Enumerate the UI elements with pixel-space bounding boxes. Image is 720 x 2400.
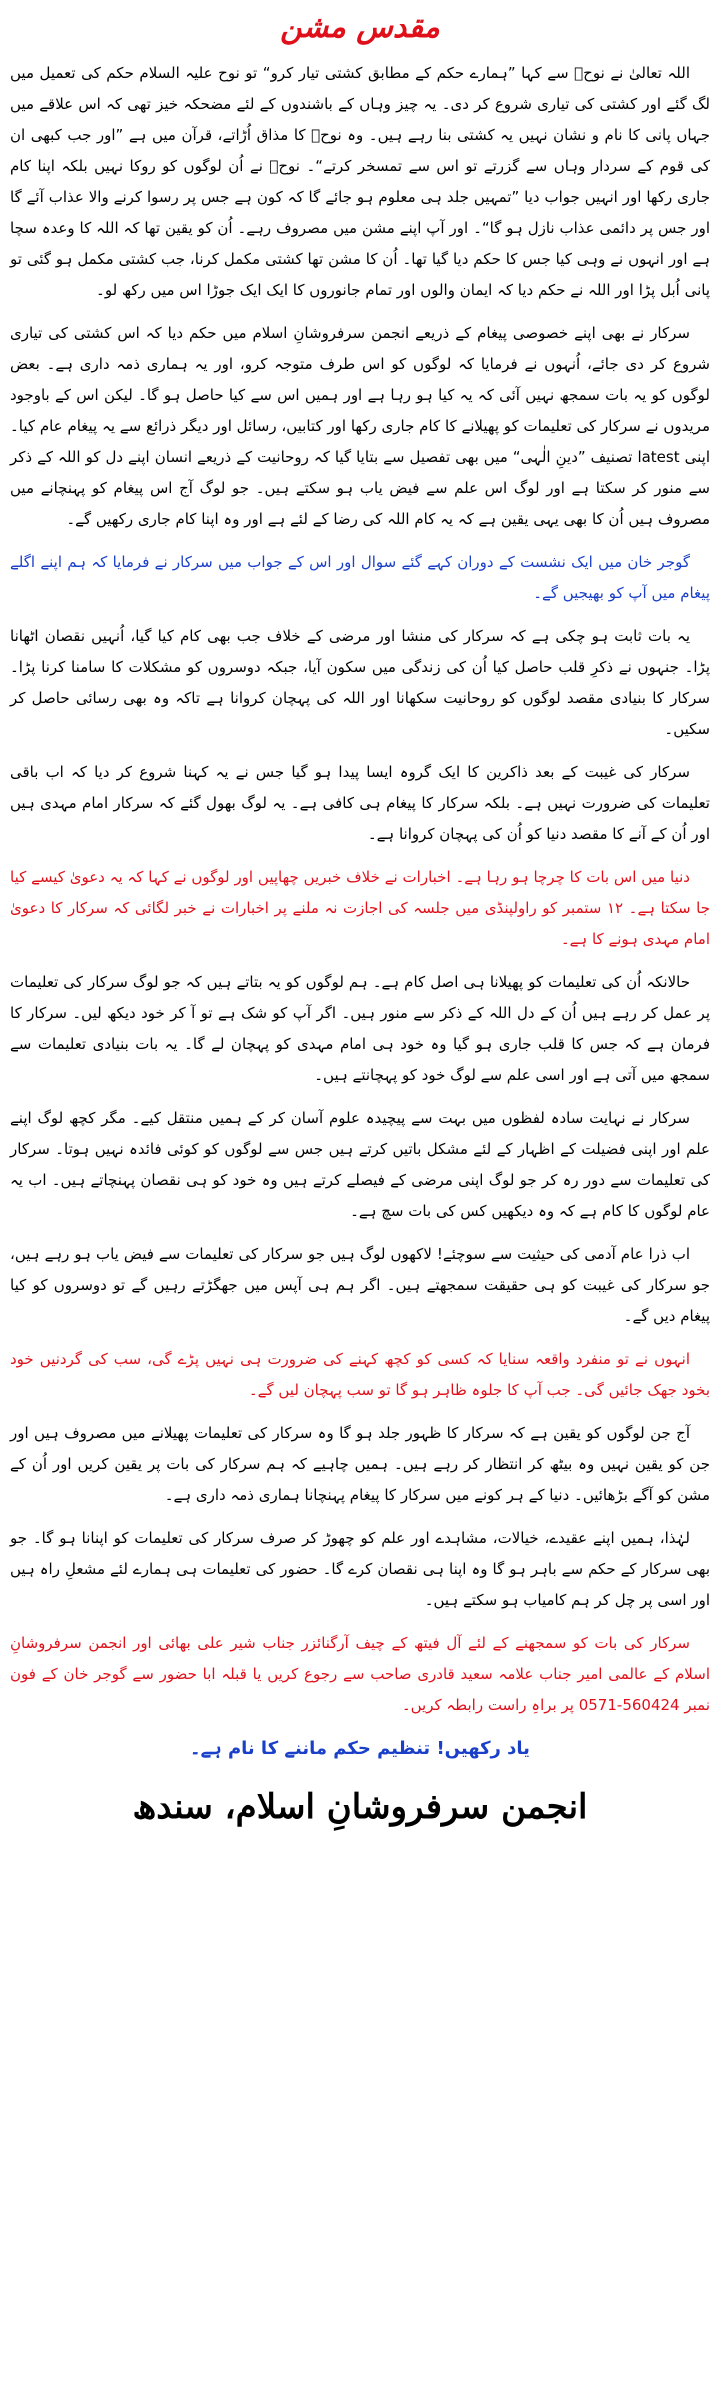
page-title: مقدس مشن <box>280 10 440 45</box>
paragraph: سرکار نے نہایت سادہ لفظوں میں بہت سے پیچیدہ علوم آسان کر کے ہمیں منتقل کیے۔ مگر کچھ لوگ اپنے علم اور اپنی فضیلت کے اظہار کے لئے مشکل باتیں کرتے ہیں جس سے لوگوں کو کوئی فائدہ نہیں ہوتا۔ سرکار کی تعلیمات سے دور رہ کر جو لوگ اپنی مرضی کے فیصلے کرتے ہیں وہ خود کو ہی نقصان پہنچاتے ہیں۔ اب یہ عام لوگوں کا کام ہے کہ وہ دیکھیں کس کی بات سچ ہے۔ <box>10 1109 710 1220</box>
paragraph: دنیا میں اس بات کا چرچا ہو رہا ہے۔ اخبارات نے خلاف خبریں چھاپیں اور لوگوں نے کہا کہ یہ دعویٰ کیسے کیا جا سکتا ہے۔ ۱۲ ستمبر کو راولپنڈی میں جلسہ کی اجازت نہ ملنے پر اخبارات نے خبر لگائی کہ سرکار کا دعویٰ امام مہدی ہونے کا ہے۔ <box>10 868 710 948</box>
paragraph: یہ بات ثابت ہو چکی ہے کہ سرکار کی منشا اور مرضی کے خلاف جب بھی کام کیا گیا، اُنہیں نقصان اٹھانا پڑا۔ جنہوں نے ذکرِ قلب حاصل کیا اُن کی زندگی میں سکون آیا، جبکہ دوسروں کو مشکلات کا سامنا کرنا پڑا۔ سرکار کا بنیادی مقصد لوگوں کو روحانیت سکھانا اور اللہ کی پہچان کروانا ہے تاکہ وہ بھی رسائی حاصل کر سکیں۔ <box>10 627 710 738</box>
paragraph: آج جن لوگوں کو یقین ہے کہ سرکار کا ظہور جلد ہو گا وہ سرکار کی تعلیمات پھیلانے میں مصروف ہیں اور جن کو یقین نہیں وہ بیٹھ کر انتظار کر رہے ہیں۔ ہمیں چاہیے کہ ہم سرکار کی بات پر یقین کریں اور اُن کے مشن کو آگے بڑھائیں۔ دنیا کے ہر کونے میں سرکار کا پیغام پہنچانا ہماری ذمہ داری ہے۔ <box>10 1424 710 1504</box>
paragraph: گوجر خان میں ایک نشست کے دوران کہے گئے سوال اور اس کے جواب میں سرکار نے فرمایا کہ ہم اپنے اگلے پیغام میں آپ کو بھیجیں گے۔ <box>10 553 710 602</box>
paragraph: سرکار کی بات کو سمجھنے کے لئے آل فیتھ کے چیف آرگنائزر جناب شیر علی بھائی اور انجمن سرفروشانِ اسلام کے عالمی امیر جناب علامہ سعید قادری صاحب سے رجوع کریں یا قبلہ ابا حضور سے گوجر خان کے فون نمبر 560424-0571 پر براہِ راست رابطہ کریں۔ <box>10 1634 710 1714</box>
paragraph: سرکار نے بھی اپنے خصوصی پیغام کے ذریعے انجمن سرفروشانِ اسلام میں حکم دیا کہ اس کشتی کی تیاری شروع کر دی جائے، اُنہوں نے فرمایا کہ لوگوں کو اس طرف متوجہ کرو، اور یہ ہماری ذمہ داری ہے۔ بعض لوگوں کو یہ بات سمجھ نہیں آئی کہ یہ کیا ہو رہا ہے اور ہمیں اس سے کیا حاصل ہو گا۔ لیکن اس کے باوجود مریدوں نے سرکار کی تعلیمات کو پھیلانے کا کام جاری رکھا اور کتابیں، رسائل اور دیگر ذرائع سے یہ پیغام عام کیا۔ اپنی latest تصنیف ”دینِ الٰہی“ میں بھی تفصیل سے بتایا گیا کہ روحانیت کے ذریعے انسان اپنے دل کو اللہ کے ذکر سے منور کر سکتا ہے اور لوگ اس علم سے فیض یاب ہو سکتے ہیں۔ جو لوگ آج اس پیغام کو پہنچانے میں مصروف ہیں اُن کا بھی یہی یقین ہے کہ یہ کام اللہ کی رضا کے لئے ہے اور وہ اپنا کام جاری رکھیں گے۔ <box>10 324 710 528</box>
paragraph: لہٰذا، ہمیں اپنے عقیدے، خیالات، مشاہدے اور علم کو چھوڑ کر صرف سرکار کی تعلیمات کو اپنانا ہو گا۔ جو بھی سرکار کے حکم سے باہر ہو گا وہ اپنا ہی نقصان کرے گا۔ حضور کی تعلیمات ہی ہمارے لئے مشعلِ راہ ہیں اور اسی پر چل کر ہم کامیاب ہو سکتے ہیں۔ <box>10 1529 710 1609</box>
paragraph: اللہ تعالیٰ نے نوحؑ سے کہا ”ہمارے حکم کے مطابق کشتی تیار کرو“ تو نوح علیہ السلام حکم کی تعمیل میں لگ گئے اور کشتی کی تیاری شروع کر دی۔ یہ چیز وہاں کے باشندوں کے لئے مضحکہ خیز تھی کہ اس علاقے میں جہاں پانی کا نام و نشان نہیں یہ کشتی بنا رہے ہیں۔ وہ نوحؑ کا مذاق اُڑاتے، قرآن میں ہے ”اور جب کبھی ان کی قوم کے سردار وہاں سے گزرتے تو اس سے تمسخر کرتے“۔ نوحؑ نے اُن لوگوں کو روکا نہیں بلکہ اپنا کام جاری رکھا اور انہیں جواب دیا ”تمہیں جلد ہی معلوم ہو جائے گا کہ کون ہے جس پر رسوا کرنے والا عذاب آئے گا اور جس پر دائمی عذاب نازل ہو گا“۔ اور آپ اپنے مشن میں مصروف رہے۔ اُن کو یقین تھا کہ اللہ کا وعدہ سچا ہے اور انہوں نے وہی کیا جس کا حکم دیا گیا تھا۔ اُن کا مشن تھا کشتی مکمل کرنا، جب کشتی مکمل ہو گئی تو پانی اُبل پڑا اور اللہ نے حکم دیا کہ ایمان والوں اور تمام جانوروں کا ایک ایک جوڑا اس میں رکھ لو۔ <box>10 64 710 299</box>
footer-note: یاد رکھیں! تنظیم حکم ماننے کا نام ہے۔ <box>190 1738 530 1759</box>
article-body <box>10 58 710 1721</box>
organization-name: انجمن سرفروشانِ اسلام، سندھ <box>132 1787 588 1827</box>
paragraph: حالانکہ اُن کی تعلیمات کو پھیلانا ہی اصل کام ہے۔ ہم لوگوں کو یہ بتاتے ہیں کہ جو لوگ سرکار کی تعلیمات پر عمل کر رہے ہیں اُن کے دل اللہ کے ذکر سے منور ہیں۔ اگر آپ کو شک ہے تو آ کر خود دیکھ لیں۔ سرکار کا فرمان ہے کہ جس کا قلب جاری ہو گیا وہ خود ہی امام مہدی کو پہچان لے گا۔ یہ بات بنیادی تعلیمات سے سمجھ میں آتی ہے اور اسی علم سے لوگ خود کو پہچانتے ہیں۔ <box>10 973 710 1084</box>
paragraph: انہوں نے تو منفرد واقعہ سنایا کہ کسی کو کچھ کہنے کی ضرورت ہی نہیں پڑے گی، سب کی گردنیں خود بخود جھک جائیں گی۔ جب آپ کا جلوہ ظاہر ہو گا تو سب پہچان لیں گے۔ <box>10 1350 710 1399</box>
paragraph: سرکار کی غیبت کے بعد ذاکرین کا ایک گروہ ایسا پیدا ہو گیا جس نے یہ کہنا شروع کر دیا کہ اب باقی تعلیمات کی ضرورت نہیں ہے۔ بلکہ سرکار کا پیغام ہی کافی ہے۔ یہ لوگ بھول گئے کہ سرکار امام مہدی ہیں اور اُن کے آنے کا مقصد دنیا کو اُن کی پہچان کروانا ہے۔ <box>10 763 710 843</box>
paragraph: اب ذرا عام آدمی کی حیثیت سے سوچئے! لاکھوں لوگ ہیں جو سرکار کی تعلیمات سے فیض یاب ہو رہے ہیں، جو سرکار کی غیبت کو ہی حقیقت سمجھتے ہیں۔ اگر ہم ہی آپس میں جھگڑتے رہیں گے تو دوسروں کو کیا پیغام دیں گے۔ <box>10 1245 710 1325</box>
